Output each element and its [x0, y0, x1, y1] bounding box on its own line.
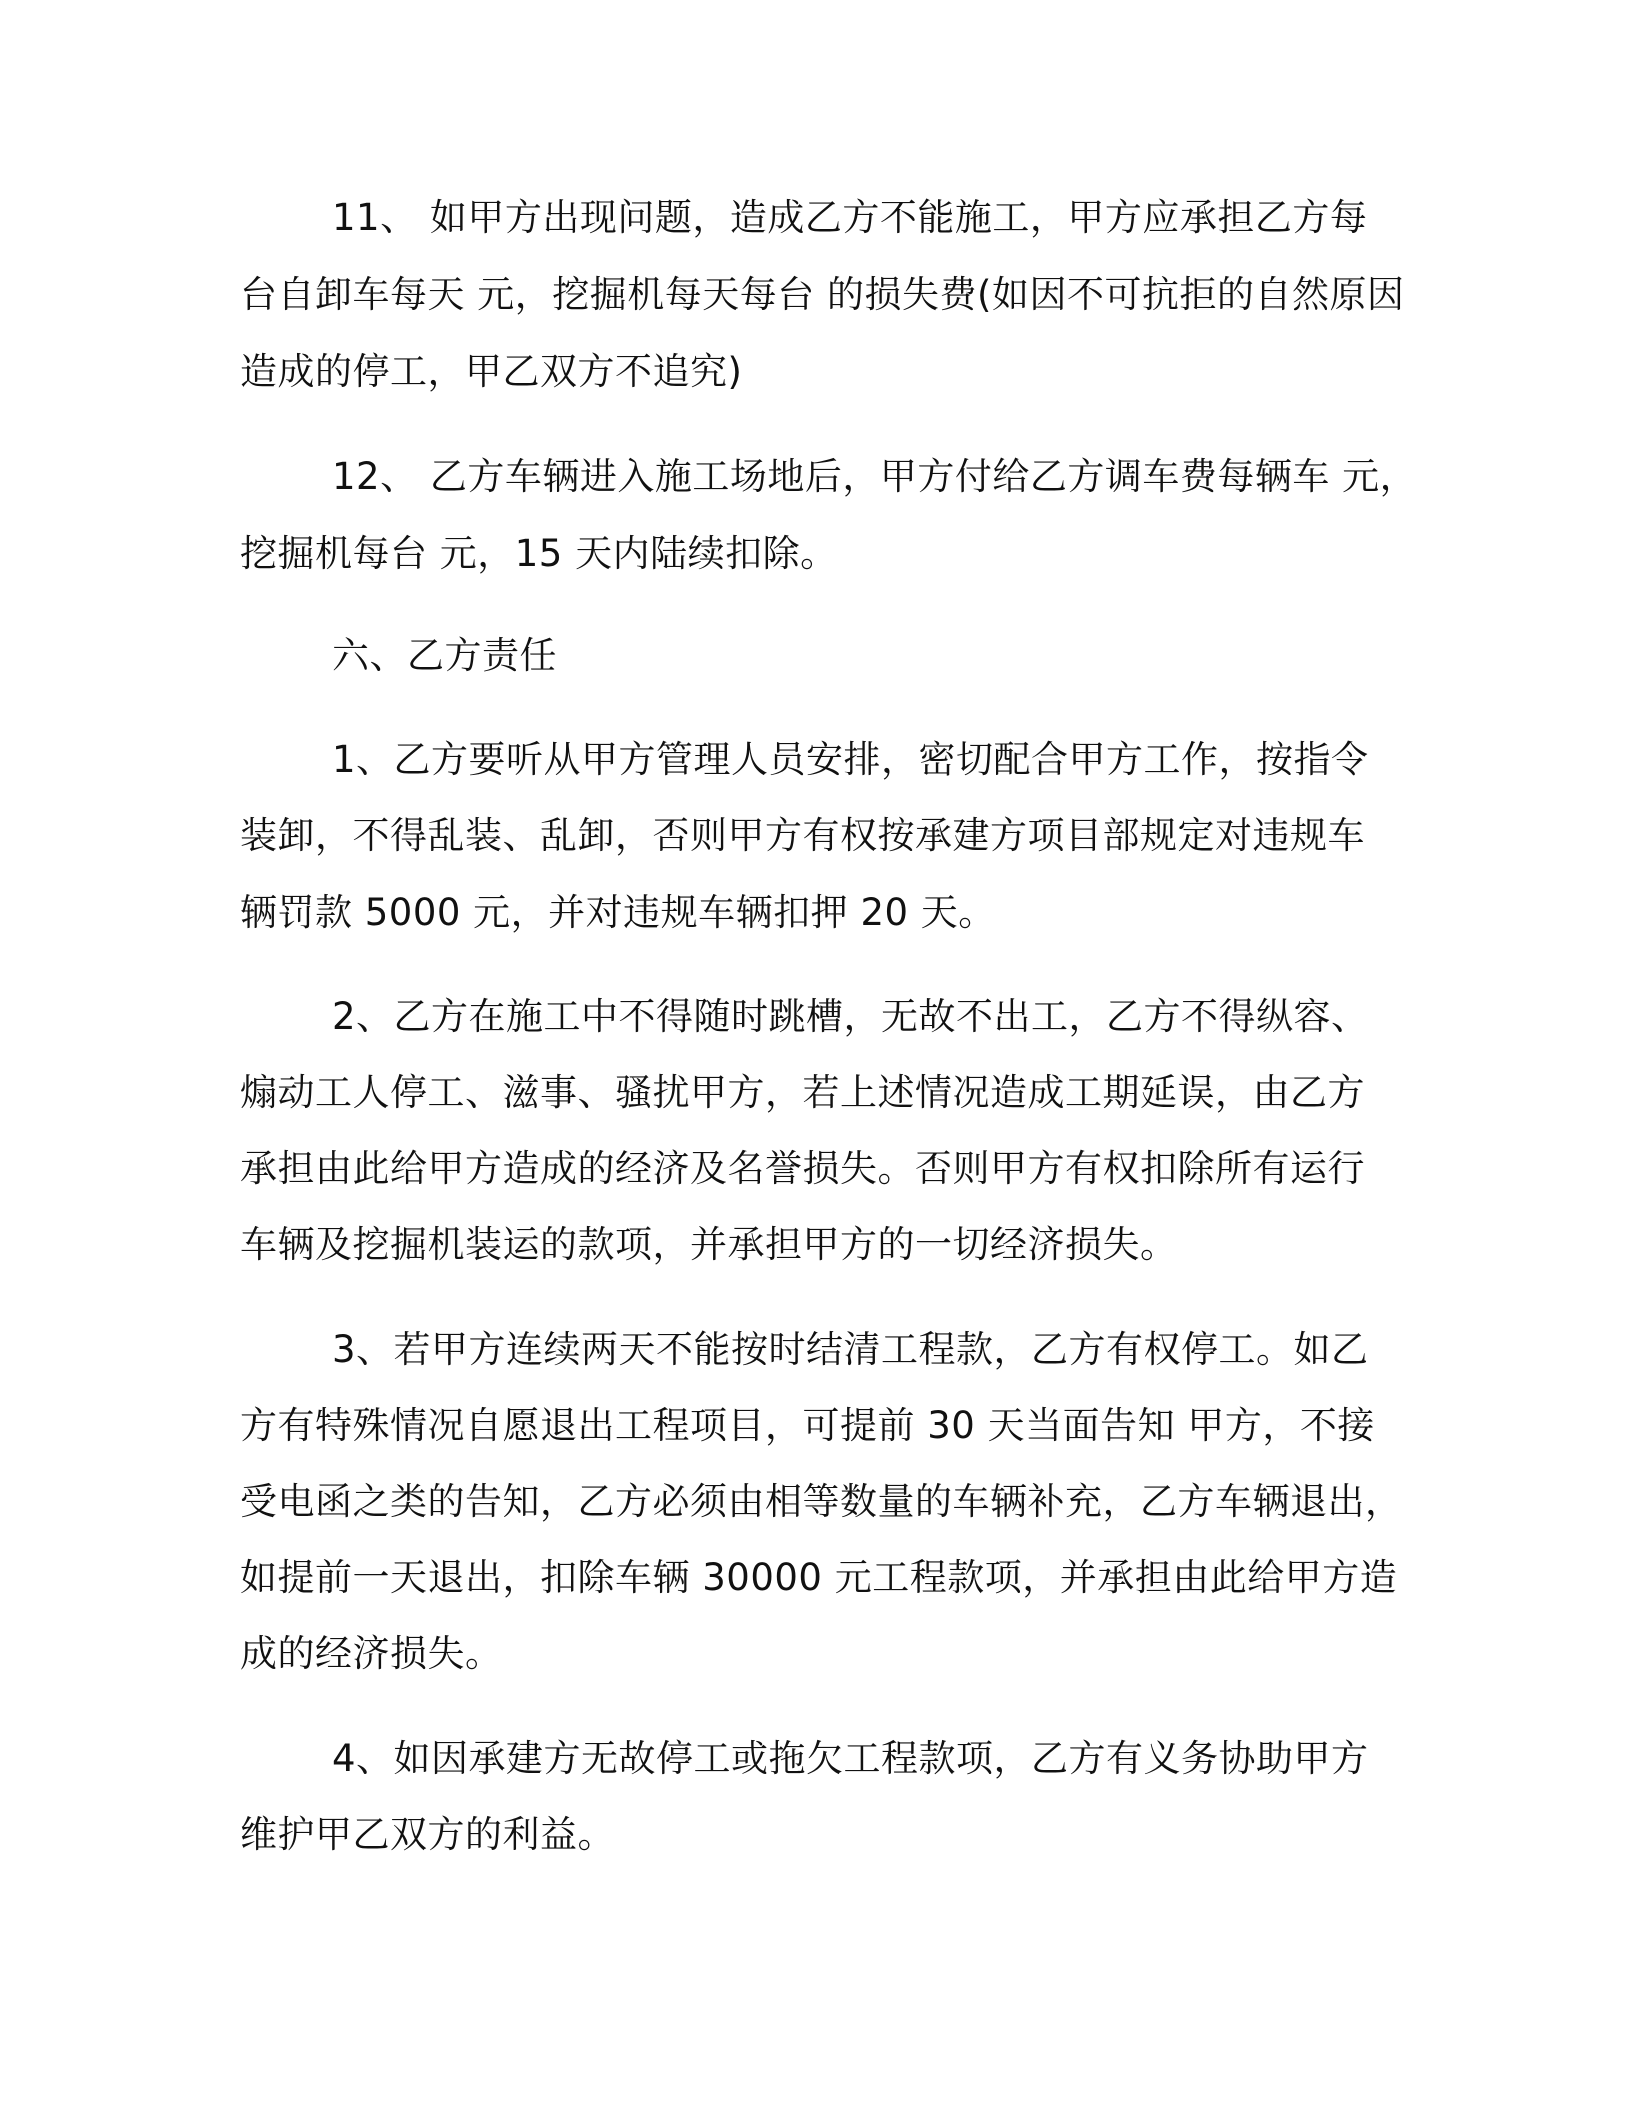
text-line: 造成的停工，甲乙双方不追究) — [240, 350, 743, 393]
text-line: 如提前一天退出，扣除车辆 30000 元工程款项，并承担由此给甲方造 — [240, 1556, 1398, 1599]
text-line: 方有特殊情况自愿退出工程项目，可提前 30 天当面告知 甲方，不接 — [240, 1404, 1375, 1447]
text-line: 辆罚款 5000 元，并对违规车辆扣押 20 天。 — [240, 891, 996, 934]
text-line: 承担由此给甲方造成的经济及名誉损失。否则甲方有权扣除所有运行 — [240, 1147, 1365, 1190]
text-line: 煽动工人停工、滋事、骚扰甲方，若上述情况造成工期延误，由乙方 — [240, 1071, 1365, 1114]
text-line: 受电函之类的告知，乙方必须由相等数量的车辆补充，乙方车辆退出， — [240, 1480, 1403, 1523]
text-line: 11、 如甲方出现问题，造成乙方不能施工，甲方应承担乙方每 — [332, 196, 1368, 239]
text-line: 车辆及挖掘机装运的款项，并承担甲方的一切经济损失。 — [240, 1223, 1178, 1266]
text-line: 成的经济损失。 — [240, 1632, 503, 1675]
text-line: 装卸，不得乱装、乱卸，否则甲方有权按承建方项目部规定对违规车 — [240, 814, 1365, 857]
text-line: 台自卸车每天 元，挖掘机每天每台 的损失费(如因不可抗拒的自然原因 — [240, 273, 1405, 316]
text-line: 1、乙方要听从甲方管理人员安排，密切配合甲方工作，按指令 — [332, 738, 1369, 781]
section-title: 六、乙方责任 — [332, 634, 557, 677]
text-line: 维护甲乙双方的利益。 — [240, 1813, 615, 1856]
text-line: 3、若甲方连续两天不能按时结清工程款，乙方有权停工。如乙 — [332, 1328, 1369, 1371]
text-line: 2、乙方在施工中不得随时跳槽，无故不出工，乙方不得纵容、 — [332, 995, 1369, 1038]
text-line: 4、如因承建方无故停工或拖欠工程款项，乙方有义务协助甲方 — [332, 1737, 1369, 1780]
text-line: 挖掘机每台 元，15 天内陆续扣除。 — [240, 532, 838, 575]
text-line: 12、 乙方车辆进入施工场地后，甲方付给乙方调车费每辆车 元， — [332, 455, 1418, 498]
